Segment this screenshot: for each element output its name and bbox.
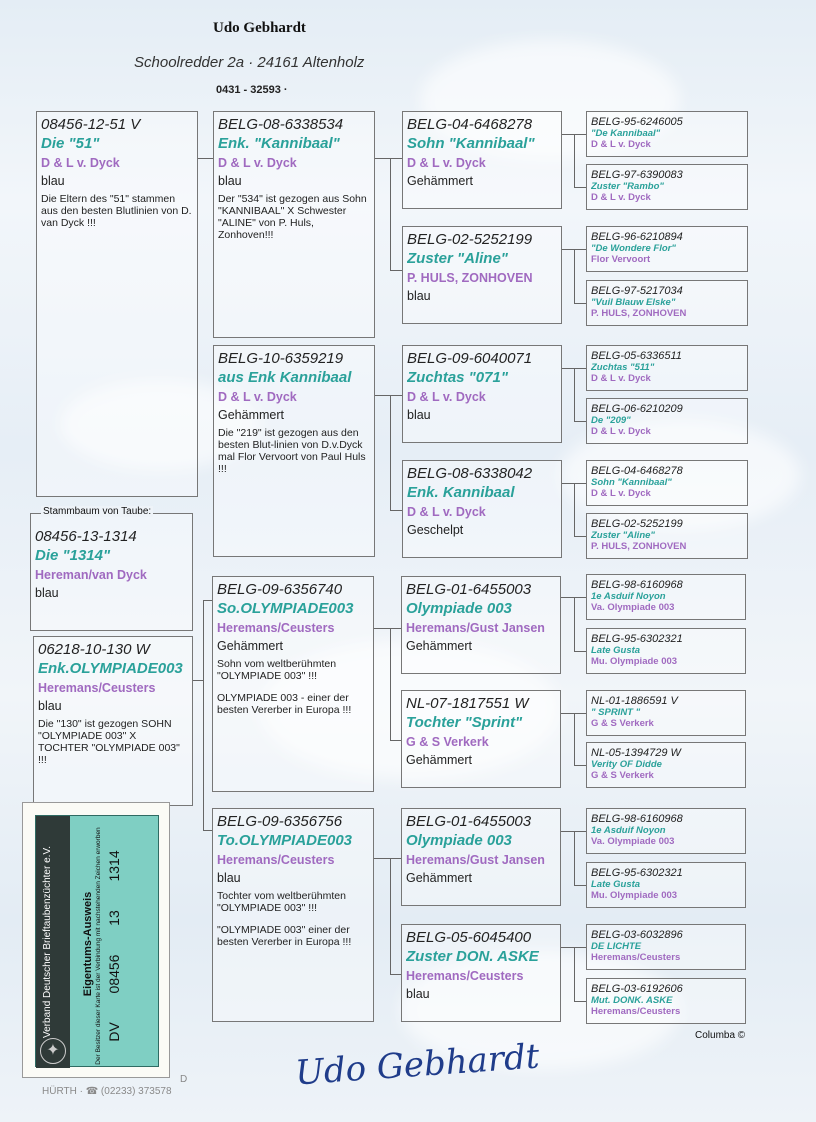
- connector-line: [203, 600, 212, 601]
- stamp-line1: D: [180, 1074, 188, 1085]
- pigeon-name: DE LICHTE: [591, 941, 642, 952]
- ring-number: BELG-04-6468278: [407, 116, 533, 133]
- pigeon-name: Die "1314": [35, 547, 111, 564]
- remark: Der "534" ist gezogen aus Sohn "KANNIBAAL" X Schwester "ALINE" von P. Huls, Zonhoven!!!: [218, 193, 367, 241]
- breeder: Heremans/Gust Jansen: [406, 621, 545, 635]
- pigeon-name: Late Gusta: [591, 879, 641, 890]
- pigeon-name: 1e Asduif Noyon: [591, 825, 666, 836]
- gen4-card: [586, 513, 748, 559]
- breeder: D & L v. Dyck: [591, 373, 651, 384]
- card-title: Eigentums-Ausweis: [82, 891, 94, 997]
- connector-line: [574, 249, 575, 303]
- ring-number: BELG-97-6390083: [591, 169, 683, 181]
- remark: Die "219" ist gezogen aus den besten Blut-linien von D.v.Dyck mal Flor Vervoort von Paul Huls !!!: [218, 427, 366, 475]
- pigeon-name: Sohn "Kannibaal": [407, 135, 535, 152]
- connector-line: [574, 885, 586, 886]
- dam-card: [33, 636, 193, 806]
- breeder: Mu. Olympiade 003: [591, 656, 678, 667]
- connector-line: [375, 395, 402, 396]
- connector-line: [390, 628, 391, 740]
- pigeon-name: Enk.OLYMPIADE003: [38, 660, 183, 677]
- card-ring-year: 13: [106, 910, 122, 926]
- color: blau: [35, 586, 59, 600]
- remark: Sohn vom weltberühmten "OLYMPIADE 003" !!!: [217, 658, 337, 682]
- connector-line: [390, 858, 391, 974]
- ring-number: BELG-09-6040071: [407, 350, 533, 367]
- breeder: D & L v. Dyck: [591, 426, 651, 437]
- ring-number: NL-01-1886591 V: [591, 695, 678, 707]
- signature: Udo Gebhardt: [293, 1036, 541, 1094]
- gen4-card: [586, 808, 746, 854]
- pigeon-name: Zuster "Aline": [407, 250, 508, 267]
- breeder: D & L v. Dyck: [218, 156, 297, 170]
- ring-number: BELG-01-6455003: [406, 581, 532, 598]
- color: blau: [218, 174, 242, 188]
- breeder: D & L v. Dyck: [407, 505, 486, 519]
- ring-number: BELG-02-5252199: [407, 231, 533, 248]
- remark: Die Eltern des "51" stammen aus den besten Blutlinien von D. van Dyck !!!: [41, 193, 192, 229]
- connector-line: [574, 651, 586, 652]
- pigeon-name: Mut. DONK. ASKE: [591, 995, 673, 1006]
- gen3-card: [401, 690, 561, 788]
- color: Gehämmert: [407, 174, 473, 188]
- ring-number: BELG-10-6359219: [218, 350, 344, 367]
- ring-number: BELG-05-6336511: [591, 350, 682, 362]
- breeder: Mu. Olympiade 003: [591, 890, 678, 901]
- ring-number: BELG-03-6192606: [591, 983, 683, 995]
- card-code: DV: [106, 1022, 122, 1042]
- connector-line: [574, 597, 575, 651]
- gen4-card: [586, 862, 746, 908]
- color: blau: [407, 408, 431, 422]
- gen4-card: [586, 924, 746, 970]
- gen4-card: [586, 978, 746, 1024]
- stamp-line2: HÜRTH · ☎ (02233) 373578: [42, 1086, 172, 1097]
- connector-line: [375, 158, 402, 159]
- remark: Die "130" ist gezogen SOHN "OLYMPIADE 003" X TOCHTER "OLYMPIADE 003" !!!: [38, 718, 180, 766]
- pigeon-name: Verity OF Didde: [591, 759, 662, 770]
- breeder: Heremans/Ceusters: [591, 952, 681, 963]
- breeder: Heremans/Ceusters: [217, 853, 335, 867]
- pigeon-name: Die "51": [41, 135, 100, 152]
- gen2-card: [213, 111, 375, 338]
- breeder: D & L v. Dyck: [218, 390, 297, 404]
- gen4-card: [586, 226, 748, 272]
- gen3-card: [401, 576, 561, 674]
- pigeon-name: Olympiade 003: [406, 832, 512, 849]
- color: blau: [406, 987, 430, 1001]
- gen4-card: [586, 690, 746, 736]
- connector-line: [574, 187, 586, 188]
- color: Gehämmert: [406, 871, 472, 885]
- owner-phone: 0431 - 32593 ·: [216, 84, 288, 96]
- breeder: G & S Verkerk: [591, 718, 654, 729]
- connector-line: [574, 1001, 586, 1002]
- color: Gehämmert: [218, 408, 284, 422]
- card-face: [35, 815, 159, 1067]
- ring-number: BELG-09-6356756: [217, 813, 343, 830]
- subject-card: [36, 111, 198, 497]
- breeder: G & S Verkerk: [406, 735, 489, 749]
- connector-line: [574, 483, 575, 536]
- breeder: Heremans/Ceusters: [217, 621, 335, 635]
- pigeon-name: Zuchtas "071": [407, 369, 508, 386]
- remark-2: OLYMPIADE 003 - einer der besten Vererber in Europa !!!: [217, 692, 352, 716]
- connector-line: [574, 831, 575, 885]
- gen4-card: [586, 398, 748, 444]
- gen4-card: [586, 164, 748, 210]
- ring-number: 08456-12-51 V: [41, 116, 141, 133]
- breeder: D & L v. Dyck: [41, 156, 120, 170]
- connector-line: [574, 947, 575, 1001]
- breeder: D & L v. Dyck: [591, 488, 651, 499]
- connector-line: [390, 974, 401, 975]
- card-text: Der Besitzer dieser Karte ist der Verbindung mit nachstehenden Zeichen erworben: [95, 827, 102, 1065]
- card-ring-number: 1314: [106, 850, 122, 882]
- gen2-card: [212, 576, 374, 792]
- gen4-card: [586, 628, 746, 674]
- pigeon-name: Zuster "Rambo": [591, 181, 664, 192]
- breeder: Heremans/Gust Jansen: [406, 853, 545, 867]
- breeder: D & L v. Dyck: [591, 192, 651, 203]
- breeder: P. HULS, ZONHOVEN: [591, 541, 687, 552]
- ring-number: BELG-02-5252199: [591, 518, 683, 530]
- ring-number: BELG-04-6468278: [591, 465, 683, 477]
- breeder: D & L v. Dyck: [407, 156, 486, 170]
- gen4-card: [586, 460, 748, 506]
- gen3-card: [401, 808, 561, 906]
- connector-line: [390, 510, 402, 511]
- ring-number: BELG-05-6045400: [406, 929, 532, 946]
- gen4-card: [586, 742, 746, 788]
- gen3-card: [402, 226, 562, 324]
- pigeon-name: aus Enk Kannibaal: [218, 369, 352, 386]
- color: blau: [407, 289, 431, 303]
- connector-line: [390, 395, 391, 510]
- pigeon-name: Enk. "Kannibaal": [218, 135, 340, 152]
- connector-line: [374, 628, 401, 629]
- connector-line: [193, 680, 203, 681]
- owner-address: Schoolredder 2a · 24161 Altenholz: [134, 54, 365, 71]
- card-ring: [106, 836, 126, 1056]
- connector-line: [574, 368, 575, 421]
- pigeon-name: Enk. Kannibaal: [407, 484, 515, 501]
- dove-logo-icon: ✦: [40, 1038, 66, 1064]
- connector-line: [390, 158, 391, 270]
- breeder: P. HULS, ZONHOVEN: [591, 308, 687, 319]
- connector-line: [574, 765, 586, 766]
- ring-number: BELG-95-6246005: [591, 116, 683, 128]
- pigeon-name: To.OLYMPIADE003: [217, 832, 353, 849]
- breeder: Flor Vervoort: [591, 254, 651, 265]
- breeder: Va. Olympiade 003: [591, 836, 675, 847]
- owner-name: Udo Gebhardt: [213, 20, 306, 36]
- connector-line: [574, 713, 575, 765]
- gen4-card: [586, 574, 746, 620]
- pigeon-name: "De Wondere Flor": [591, 243, 676, 254]
- remark-2: "OLYMPIADE 003" einer der besten Vererber in Europa !!!: [217, 924, 352, 948]
- gen3-card: [402, 111, 562, 209]
- ring-number: BELG-06-6210209: [591, 403, 683, 415]
- pigeon-name: Olympiade 003: [406, 600, 512, 617]
- pigeon-name: Late Gusta: [591, 645, 641, 656]
- ownership-card: [22, 802, 170, 1078]
- pigeon-name: 1e Asduif Noyon: [591, 591, 666, 602]
- color: blau: [41, 174, 65, 188]
- ring-number: BELG-09-6356740: [217, 581, 343, 598]
- pedigree-label: Stammbaum von Taube:: [43, 506, 152, 517]
- breeder: Heremans/Ceusters: [591, 1006, 681, 1017]
- ring-number: BELG-95-6302321: [591, 867, 683, 879]
- gen3-card: [401, 924, 561, 1022]
- pigeon-name: Zuster DON. ASKE: [406, 948, 539, 965]
- gen4-card: [586, 280, 748, 326]
- ring-number: BELG-98-6160968: [591, 579, 683, 591]
- breeder: G & S Verkerk: [591, 770, 654, 781]
- pigeon-name: "Vuil Blauw Elske": [591, 297, 676, 308]
- gen4-card: [586, 345, 748, 391]
- gen2-card: [212, 808, 374, 1022]
- connector-line: [574, 303, 586, 304]
- color: Geschelpt: [407, 523, 464, 537]
- ring-number: 06218-10-130 W: [38, 641, 150, 658]
- ring-number: BELG-95-6302321: [591, 633, 683, 645]
- breeder: Heremans/Ceusters: [38, 681, 156, 695]
- ring-number: BELG-96-6210894: [591, 231, 683, 243]
- color: Gehämmert: [406, 753, 472, 767]
- breeder: P. HULS, ZONHOVEN: [407, 271, 533, 285]
- connector-line: [203, 830, 212, 831]
- breeder: Hereman/van Dyck: [35, 568, 147, 582]
- ring-number: BELG-98-6160968: [591, 813, 683, 825]
- ring-number: NL-05-1394729 W: [591, 747, 681, 759]
- ring-number: BELG-97-5217034: [591, 285, 683, 297]
- connector-line: [203, 600, 204, 830]
- connector-line: [374, 858, 401, 859]
- ring-number: 08456-13-1314: [35, 528, 137, 545]
- color: blau: [38, 699, 62, 713]
- connector-line: [198, 158, 213, 159]
- copyright: Columba ©: [695, 1030, 746, 1041]
- pigeon-name: "De Kannibaal": [591, 128, 661, 139]
- gen3-card: [402, 460, 562, 558]
- card-org: Verband Deutscher Brieftaubenzüchter e.V.: [42, 846, 53, 1038]
- pigeon-name: Sohn "Kannibaal": [591, 477, 672, 488]
- pigeon-name: Zuchtas "511": [591, 362, 655, 373]
- connector-line: [390, 740, 401, 741]
- connector-line: [390, 270, 402, 271]
- breeder: Heremans/Ceusters: [406, 969, 524, 983]
- gen3-card: [402, 345, 562, 443]
- pigeon-name: So.OLYMPIADE003: [217, 600, 354, 617]
- pigeon-name: Tochter "Sprint": [406, 714, 523, 731]
- breeder: Va. Olympiade 003: [591, 602, 675, 613]
- pigeon-name: De "209": [591, 415, 631, 426]
- color: Gehämmert: [406, 639, 472, 653]
- gen4-card: [586, 111, 748, 157]
- breeder: D & L v. Dyck: [591, 139, 651, 150]
- breeder: D & L v. Dyck: [407, 390, 486, 404]
- ring-number: NL-07-1817551 W: [406, 695, 529, 712]
- color: Gehämmert: [217, 639, 283, 653]
- pedigree-card: [30, 506, 193, 631]
- remark: Tochter vom weltberühmten "OLYMPIADE 003" !!!: [217, 890, 346, 914]
- ring-number: BELG-03-6032896: [591, 929, 683, 941]
- color: blau: [217, 871, 241, 885]
- pigeon-name: " SPRINT ": [591, 707, 641, 718]
- card-ring-club: 08456: [106, 954, 122, 994]
- gen2-card: [213, 345, 375, 557]
- connector-line: [574, 421, 586, 422]
- ring-number: BELG-08-6338042: [407, 465, 533, 482]
- ring-number: BELG-01-6455003: [406, 813, 532, 830]
- connector-line: [574, 134, 575, 187]
- pigeon-name: Zuster "Aline": [591, 530, 655, 541]
- ring-number: BELG-08-6338534: [218, 116, 344, 133]
- connector-line: [574, 536, 586, 537]
